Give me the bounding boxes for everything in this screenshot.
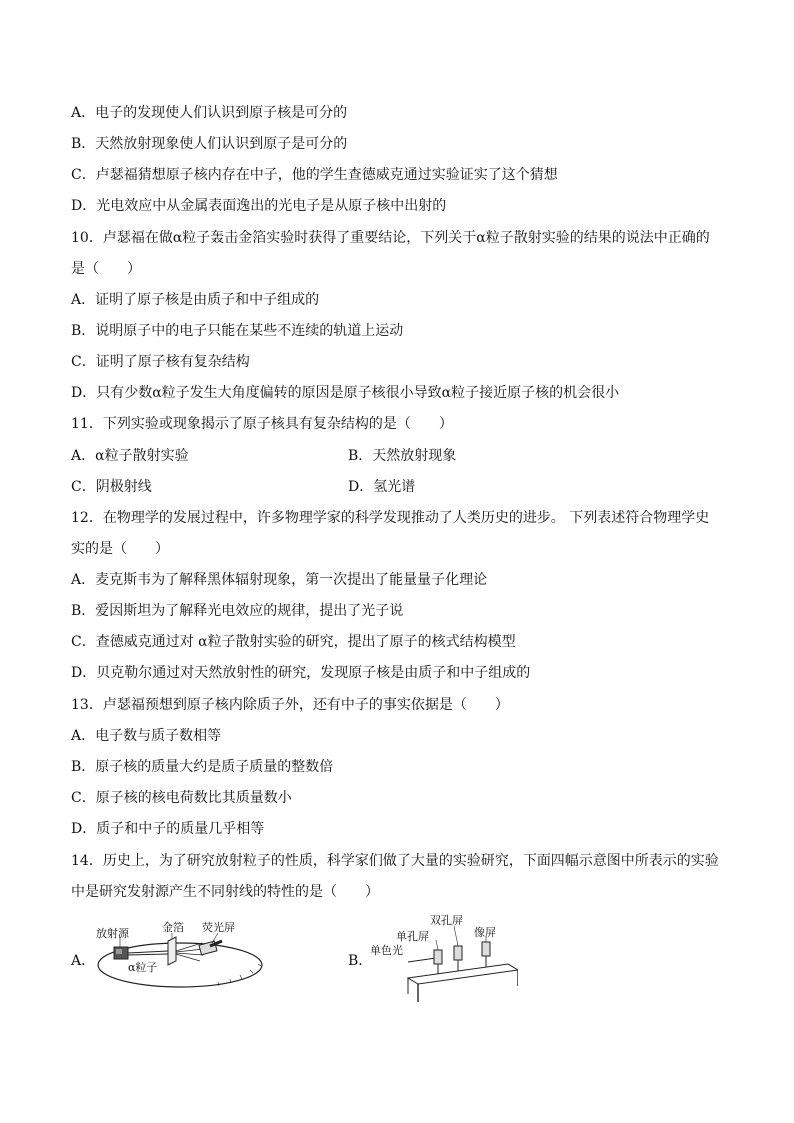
q11-option-c: C．阴极射线 bbox=[71, 479, 152, 495]
q13-option-a: A．电子数与质子数相等 bbox=[71, 728, 222, 744]
double-slit-screen bbox=[454, 946, 462, 960]
q10-option-a: A．证明了原子核是由质子和中子组成的 bbox=[71, 292, 320, 308]
q14-figure-a-label: A． bbox=[71, 953, 96, 969]
q9-option-c: C．卢瑟福猜想原子核内存在中子，他的学生查德威克通过实验证实了这个猜想 bbox=[71, 167, 558, 183]
label-double-slit: 双孔屏 bbox=[430, 914, 463, 927]
q11-stem: 11．下列实验或现象揭示了原子核具有复杂结构的是（ ） bbox=[71, 416, 453, 432]
table-top bbox=[408, 964, 518, 984]
q9-option-a: A．电子的发现使人们认识到原子核是可分的 bbox=[71, 105, 348, 121]
single-slit-screen bbox=[434, 950, 442, 964]
q14-figure-b bbox=[368, 906, 518, 1006]
q12-option-d: D．贝克勒尔通过对天然放射性的研究，发现原子核是由质子和中子组成的 bbox=[71, 665, 531, 681]
q12-stem-line2: 实的是（ ） bbox=[71, 541, 169, 557]
q10-option-d: D．只有少数α粒子发生大角度偏转的原因是原子核很小导致α粒子接近原子核的机会很小 bbox=[71, 385, 620, 401]
q14-stem-line2: 中是研究发射源产生不同射线的特性的是（ ） bbox=[71, 884, 379, 900]
q14-stem-line1: 14．历史上，为了研究放射粒子的性质，科学家们做了大量的实验研究，下面四幅示意图中所表示的实验 bbox=[71, 853, 719, 869]
label-foil: 金箔 bbox=[162, 921, 184, 934]
q12-option-b: B．爱因斯坦为了解释光电效应的规律，提出了光子说 bbox=[71, 603, 404, 619]
q10-stem-line2: 是（ ） bbox=[71, 261, 141, 277]
q12-option-a: A．麦克斯韦为了解释黑体辐射现象，第一次提出了能量量子化理论 bbox=[71, 572, 488, 588]
q13-option-d: D．质子和中子的质量几乎相等 bbox=[71, 821, 265, 837]
label-screen: 荧光屏 bbox=[202, 921, 235, 934]
gold-foil bbox=[168, 937, 176, 965]
label-single-slit: 单孔屏 bbox=[396, 930, 429, 943]
q12-option-c: C．查德威克通过对 α粒子散射实验的研究，提出了原子的核式结构模型 bbox=[71, 634, 516, 650]
q13-option-b: B．原子核的质量大约是质子质量的整数倍 bbox=[71, 759, 334, 775]
label-light: 单色光 bbox=[370, 944, 403, 957]
q9-option-b: B．天然放射现象使人们认识到原子是可分的 bbox=[71, 136, 348, 152]
q11-option-a: A．α粒子散射实验 bbox=[71, 448, 189, 464]
q14-figure-a bbox=[90, 915, 270, 991]
q11-option-b: B．天然放射现象 bbox=[348, 448, 457, 464]
q13-option-c: C．原子核的核电荷数比其质量数小 bbox=[71, 790, 292, 806]
label-image-screen: 像屏 bbox=[474, 926, 496, 939]
q11-option-d: D．氢光谱 bbox=[348, 479, 416, 495]
q9-option-d: D．光电效应中从金属表面逸出的光电子是从原子核中出射的 bbox=[71, 198, 447, 214]
image-screen bbox=[482, 942, 490, 956]
q10-option-c: C．证明了原子核有复杂结构 bbox=[71, 354, 250, 370]
q12-stem-line1: 12．在物理学的发展过程中，许多物理学家的科学发现推动了人类历史的进步。 下列表述符合物理学史 bbox=[71, 510, 710, 526]
q13-stem: 13．卢瑟福预想到原子核内除质子外，还有中子的事实依据是（ ） bbox=[71, 697, 509, 713]
q14-figure-b-label: B． bbox=[348, 953, 373, 969]
q10-option-b: B．说明原子中的电子只能在某些不连续的轨道上运动 bbox=[71, 323, 404, 339]
q10-stem-line1: 10．卢瑟福在做α粒子轰击金箔实验时获得了重要结论，下列关于α粒子散射实验的结果的说法中正确的 bbox=[71, 230, 710, 246]
label-alpha: α粒子 bbox=[128, 961, 158, 974]
label-source: 放射源 bbox=[96, 927, 129, 940]
